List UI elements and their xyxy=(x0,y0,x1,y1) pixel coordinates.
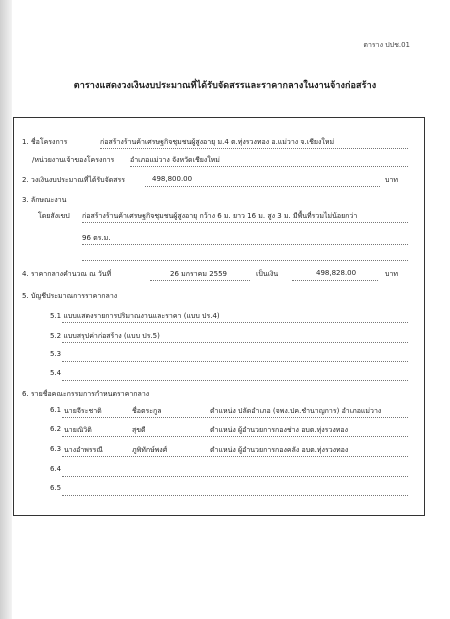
fill-line xyxy=(62,436,408,437)
committee-6-5-number: 6.5 xyxy=(50,484,62,492)
committee-6-1-lastname: ชื่อตระกูล xyxy=(132,407,162,415)
estimate-item-5-2: 5.2 แบบสรุปค่าก่อสร้าง (แบบ ปร.5) xyxy=(50,332,160,340)
document-title: ตารางแสดงวงเงินงบประมาณที่ได้รับจัดสรรและราคากลางในงานจ้างก่อสร้าง xyxy=(73,81,377,91)
agency-value: อำเภอแม่วาง จังหวัดเชียงใหม่ xyxy=(130,156,220,164)
fill-line xyxy=(62,322,408,323)
committee-6-2-lastname: สุขดี xyxy=(132,426,146,434)
fill-line xyxy=(82,222,408,223)
scan-edge-shadow xyxy=(0,0,12,619)
budget-value: 498,800.00 xyxy=(152,175,193,183)
committee-6-4-number: 6.4 xyxy=(50,465,62,473)
median-price-amount-label: เป็นเงิน xyxy=(256,270,279,278)
median-price-unit: บาท xyxy=(385,270,398,278)
fill-line xyxy=(62,476,408,477)
fill-line xyxy=(62,456,408,457)
committee-6-1-position: ตำแหน่ง ปลัดอำเภอ (จพง.ปค.ชำนาญการ) อำเภอแม่วาง xyxy=(210,407,382,415)
estimate-item-5-1: 5.1 แบบแสดงรายการปริมาณงานและราคา (แบบ ปร.4) xyxy=(50,312,220,320)
fill-line xyxy=(82,244,408,245)
fill-line xyxy=(145,186,380,187)
fill-line xyxy=(62,361,408,362)
fill-line xyxy=(62,495,408,496)
work-nature-label: 3. ลักษณะงาน xyxy=(22,196,67,204)
estimate-item-5-4: 5.4 xyxy=(50,369,62,377)
fill-line xyxy=(82,260,408,261)
work-nature-value-1: ก่อสร้างร้านค้าเศรษฐกิจชุมชนผู้สูงอายุ กว้าง 6 ม. ยาว 16 ม. สูง 3 ม. มีพื้นที่รวมไม่น้อยกว่า xyxy=(82,212,358,220)
median-price-date: 26 มกราคม 2559 xyxy=(170,270,228,278)
fill-line xyxy=(62,417,408,418)
median-price-amount: 498,828.00 xyxy=(316,269,357,277)
estimate-list-label: 5. บัญชีประมาณการราคากลาง xyxy=(22,292,118,300)
fill-line xyxy=(100,148,408,149)
committee-6-1-number: 6.1 xyxy=(50,406,62,414)
committee-6-2-number: 6.2 xyxy=(50,425,62,433)
work-nature-sub: โดยสังเขป xyxy=(38,212,70,220)
committee-6-2-firstname: นายณิวิติ xyxy=(64,426,92,434)
fill-line xyxy=(130,166,408,167)
project-name-label: 1. ชื่อโครงการ xyxy=(22,138,68,146)
form-number: ตาราง ปปช.01 xyxy=(363,41,410,49)
work-nature-value-2: 96 ตร.ม. xyxy=(82,234,111,242)
project-name-value: ก่อสร้างร้านค้าเศรษฐกิจชุมชนผู้สูงอายุ ม.4 ต.ทุ่งรวงทอง อ.แม่วาง จ.เชียงใหม่ xyxy=(100,138,335,146)
median-price-date-label: 4. ราคากลางคำนวณ ณ วันที่ xyxy=(22,270,112,278)
fill-line xyxy=(292,280,378,281)
committee-6-3-lastname: ภูพิทักษ์พงศ์ xyxy=(132,446,168,454)
agency-label: /หน่วยงานเจ้าของโครงการ xyxy=(32,156,115,164)
budget-unit: บาท xyxy=(385,176,398,184)
committee-6-3-firstname: นางอำพรรณี xyxy=(64,446,103,454)
committee-6-2-position: ตำแหน่ง ผู้อำนวยการกองช่าง อบต.ทุ่งรวงทอง xyxy=(210,426,348,434)
committee-label: 6. รายชื่อคณะกรรมการกำหนดราคากลาง xyxy=(22,390,150,398)
fill-line xyxy=(150,280,250,281)
budget-label: 2. วงเงินงบประมาณที่ได้รับจัดสรร xyxy=(22,176,126,184)
estimate-item-5-3: 5.3 xyxy=(50,350,62,358)
committee-6-1-firstname: นายจีระชาติ xyxy=(64,407,102,415)
committee-6-3-position: ตำแหน่ง ผู้อำนวยการกองคลัง อบต.ทุ่งรวงทอง xyxy=(210,446,349,454)
fill-line xyxy=(62,380,408,381)
fill-line xyxy=(62,342,408,343)
committee-6-3-number: 6.3 xyxy=(50,445,62,453)
